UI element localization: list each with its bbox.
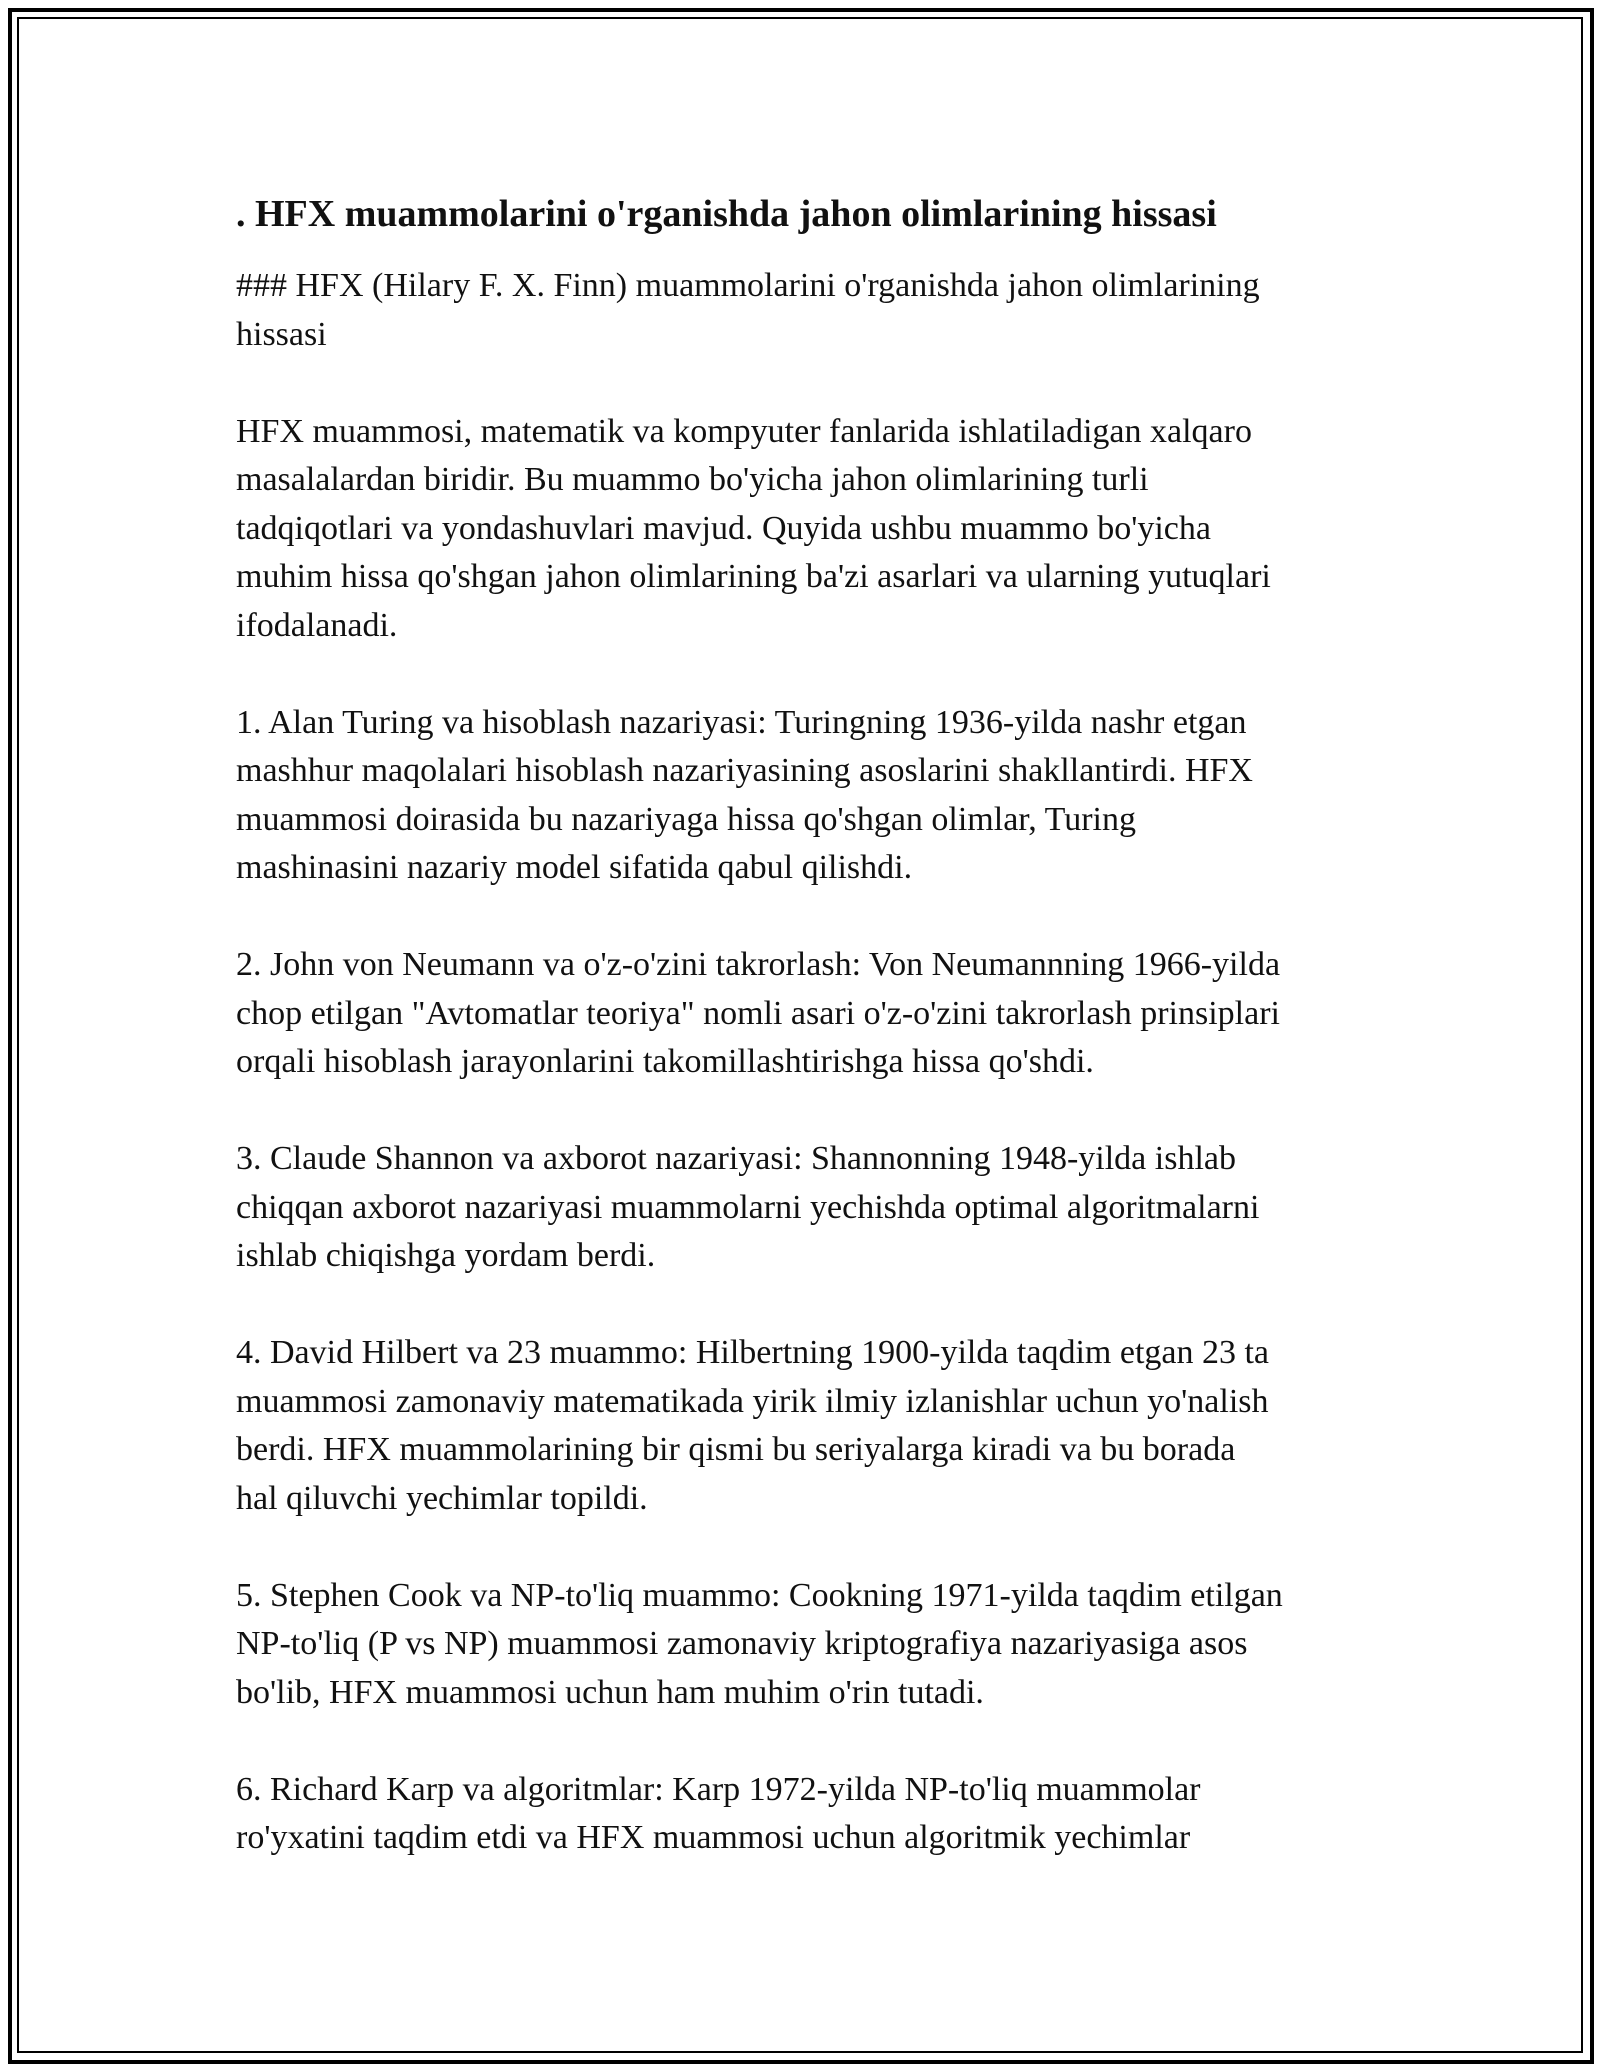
list-item-turing: 1. Alan Turing va hisoblash nazariyasi: Turingning 1936-yilda nashr etgan mashhur maqolalari hisoblash nazariyasining asoslarini shakllantirdi. HFX muammosi doirasida bu nazariyaga hissa qo'shgan olimlar, Turing mashinasini nazariy model sifatida qabul qilishdi. (236, 703, 1253, 886)
list-item-von-neumann: 2. John von Neumann va o'z-o'zini takrorlash: Von Neumannning 1966-yilda chop etilgan "Avtomatlar teoriya" nomli asari o'z-o'zini takrorlash prinsiplari orqali hisoblash jarayonlarini takomillashtirishga hissa qo'shdi. (236, 946, 1281, 1080)
document-body (236, 188, 1376, 1863)
list-item-hilbert: 4. David Hilbert va 23 muammo: Hilbertning 1900-yilda taqdim etgan 23 ta muammosi zamonaviy matematikada yirik ilmiy izlanishlar uchun yo'nalish berdi. HFX muammolarining bir qismi bu seriyalarga kiradi va bu borada hal qiluvchi yechimlar topildi. (236, 1334, 1270, 1517)
section-subheading: ### HFX (Hilary F. X. Finn) muammolarini o'rganishda jahon olimlarining hissasi (236, 267, 1260, 353)
list-item-cook: 5. Stephen Cook va NP-to'liq muammo: Cookning 1971-yilda taqdim etilgan NP-to'liq (P vs NP) muammosi zamonaviy kriptografiya nazariyasiga asos bo'lib, HFX muammosi uchun ham muhim o'rin tutadi. (236, 1576, 1283, 1711)
list-item-karp: 6. Richard Karp va algoritmlar: Karp 1972-yilda NP-to'liq muammolar ro'yxatini taqdim etdi va HFX muammosi uchun algoritmik yechimlar (236, 1770, 1201, 1856)
intro-paragraph: HFX muammosi, matematik va kompyuter fanlarida ishlatiladigan xalqaro masalalardan biridir. Bu muammo bo'yicha jahon olimlarining turli tadqiqotlari va yondashuvlari mavjud. Quyida ushbu muammo bo'yicha muhim hissa qo'shgan jahon olimlarining ba'zi asarlari va ularning yutuqlari ifodalanadi. (236, 412, 1271, 644)
page-title: . HFX muammolarini o'rganishda jahon olimlarining hissasi (236, 193, 1217, 235)
list-item-shannon: 3. Claude Shannon va axborot nazariyasi: Shannonning 1948-yilda ishlab chiqqan axborot nazariyasi muammolarni yechishda optimal algoritmalarni ishlab chiqishga yordam berdi. (236, 1140, 1260, 1274)
